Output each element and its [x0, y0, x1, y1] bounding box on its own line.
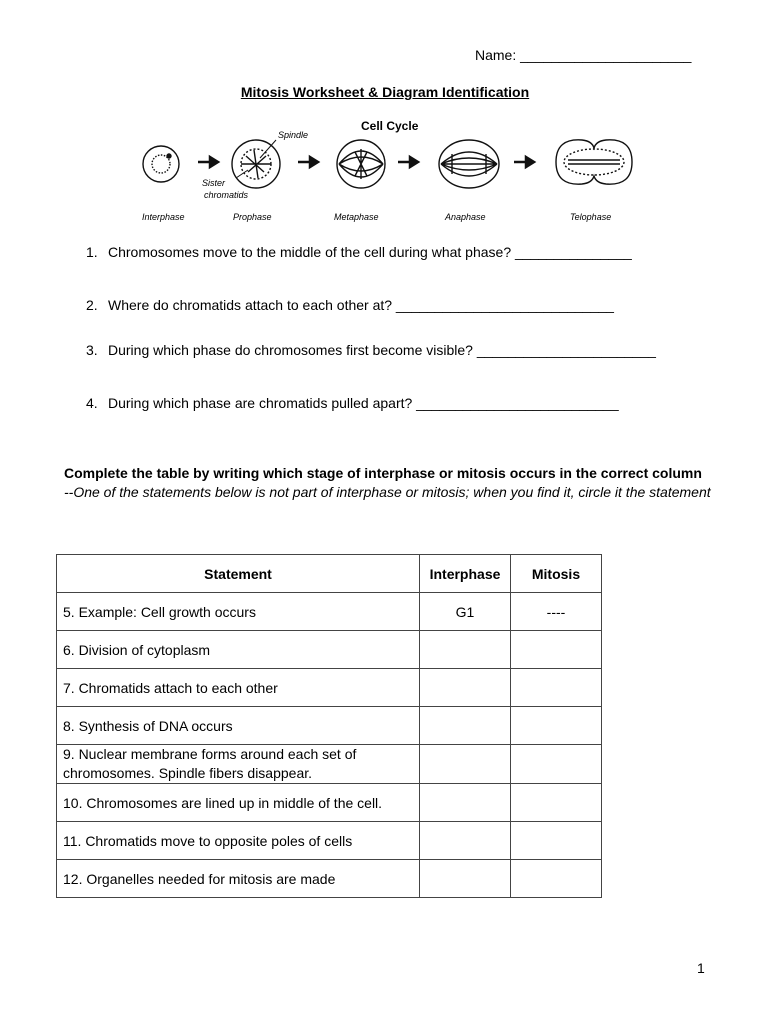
statement-cell: 10. Chromosomes are lined up in middle of the cell. [57, 784, 420, 822]
statement-cell: 5. Example: Cell growth occurs [57, 593, 420, 631]
question-number: 2. [86, 297, 98, 313]
metaphase-cell [337, 140, 385, 188]
diagram-heading: Cell Cycle [361, 119, 419, 133]
name-field[interactable]: Name: ______________________ [475, 47, 692, 63]
cell-cycle-diagram [136, 116, 636, 228]
table-row [57, 707, 602, 745]
instructions-italic: --One of the statements below is not part of interphase or mitosis; when you find it, circle it the statement [64, 484, 711, 500]
phase-label-prophase: Prophase [233, 212, 272, 222]
sister-label: Sister [202, 178, 226, 188]
statement-cell: 7. Chromatids attach to each other [57, 669, 420, 707]
table-row [57, 822, 602, 860]
interphase-cell-input[interactable] [420, 784, 511, 822]
interphase-cell-input[interactable] [420, 745, 511, 784]
arrow-icon [398, 157, 418, 167]
table-header-row [57, 555, 602, 593]
header-mitosis: Mitosis [511, 555, 602, 593]
table-row [57, 593, 602, 631]
table-row [57, 860, 602, 898]
prophase-cell [232, 140, 280, 188]
interphase-cell-input[interactable] [420, 822, 511, 860]
phase-label-metaphase: Metaphase [334, 212, 379, 222]
question-number: 4. [86, 395, 98, 411]
question-text: During which phase do chromosomes first become visible? _______________________ [108, 342, 656, 358]
interphase-cell-input[interactable] [420, 707, 511, 745]
statement-table [56, 554, 602, 898]
page-number: 1 [697, 960, 705, 976]
interphase-cell-input[interactable] [420, 631, 511, 669]
arrow-icon [298, 157, 318, 167]
mitosis-cell-input[interactable]: ---- [511, 593, 602, 631]
statement-cell: 6. Division of cytoplasm [57, 631, 420, 669]
mitosis-cell-input[interactable] [511, 822, 602, 860]
header-statement: Statement [57, 555, 420, 593]
mitosis-cell-input[interactable] [511, 669, 602, 707]
mitosis-cell-input[interactable] [511, 784, 602, 822]
question-1[interactable] [86, 244, 632, 260]
table-row [57, 631, 602, 669]
interphase-cell-input[interactable]: G1 [420, 593, 511, 631]
arrow-icon [514, 157, 534, 167]
page-title: Mitosis Worksheet & Diagram Identification [240, 84, 530, 100]
question-number: 1. [86, 244, 98, 260]
interphase-cell [143, 146, 179, 182]
statement-cell: 9. Nuclear membrane forms around each set of chromosomes. Spindle fibers disappear. [57, 745, 420, 784]
statement-cell: 8. Synthesis of DNA occurs [57, 707, 420, 745]
interphase-cell-input[interactable] [420, 860, 511, 898]
anaphase-cell [439, 140, 499, 188]
spindle-label: Spindle [278, 130, 309, 140]
question-4[interactable] [86, 395, 619, 411]
mitosis-cell-input[interactable] [511, 631, 602, 669]
phase-label-anaphase: Anaphase [445, 212, 486, 222]
header-interphase: Interphase [420, 555, 511, 593]
mitosis-cell-input[interactable] [511, 707, 602, 745]
instructions-bold: Complete the table by writing which stage of interphase or mitosis occurs in the correct column [64, 465, 702, 481]
table-row [57, 669, 602, 707]
question-text: Chromosomes move to the middle of the cell during what phase? _______________ [108, 244, 632, 260]
phase-label-telophase: Telophase [570, 212, 612, 222]
arrow-icon [198, 157, 218, 167]
chromatids-label: chromatids [204, 190, 249, 200]
question-2[interactable] [86, 297, 614, 313]
statement-cell: 11. Chromatids move to opposite poles of cells [57, 822, 420, 860]
question-3[interactable] [86, 342, 656, 358]
table-instructions [64, 464, 714, 502]
telophase-cell [556, 140, 632, 184]
interphase-cell-input[interactable] [420, 669, 511, 707]
table-row [57, 784, 602, 822]
question-text: Where do chromatids attach to each other at? ____________________________ [108, 297, 614, 313]
statement-cell: 12. Organelles needed for mitosis are made [57, 860, 420, 898]
mitosis-cell-input[interactable] [511, 860, 602, 898]
question-text: During which phase are chromatids pulled apart? __________________________ [108, 395, 619, 411]
mitosis-cell-input[interactable] [511, 745, 602, 784]
table-row [57, 745, 602, 784]
phase-label-interphase: Interphase [142, 212, 185, 222]
question-number: 3. [86, 342, 98, 358]
